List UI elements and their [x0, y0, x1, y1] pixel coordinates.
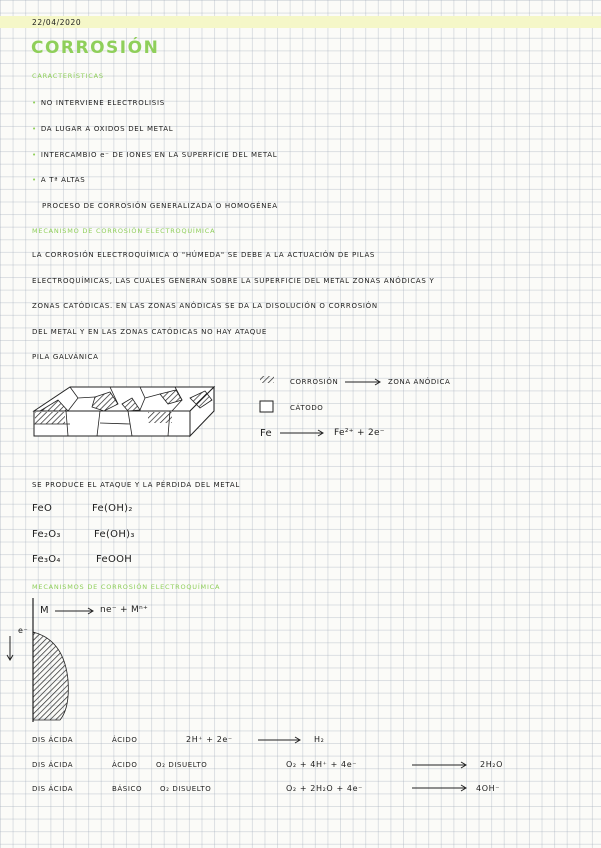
date: 22/04/2020: [32, 18, 82, 27]
dissolution-type: BÁSICO: [112, 785, 143, 793]
dissolution-label: DIS ÁCIDA: [32, 785, 74, 793]
paragraph-line: LA CORROSIÓN ELECTROQUÍMICA O "HÚMEDA" SE DEBE A LA ACTUACIÓN DE PILAS: [32, 251, 376, 259]
reaction-m: M: [40, 605, 49, 616]
reaction-m-products: ne⁻ + Mⁿ⁺: [100, 605, 149, 615]
dissolution-reactants: O₂ + 4H⁺ + 4e⁻: [286, 760, 358, 769]
dissolution-products: H₂: [314, 735, 325, 744]
hatch-swatch-icon: [260, 376, 274, 383]
page-title: CORROSIÓN: [31, 38, 160, 58]
oxide: Fe(OH)₂: [92, 503, 133, 514]
mechanism2-heading: MECANISMOS DE CORROSIÓN ELECTROQUÍMICA: [32, 583, 221, 591]
oxide: FeO: [32, 503, 53, 514]
legend-anodic-zone: ZONA ANÓDICA: [388, 378, 451, 386]
dissolution-products: 2H₂O: [480, 760, 504, 769]
oxide: Fe₂O₃: [32, 529, 61, 540]
dissolution-reactants: 2H⁺ + 2e⁻: [186, 735, 233, 744]
dissolution-label: DIS ÁCIDA: [32, 736, 74, 744]
dissolution-extra: O₂ DISUELTO: [156, 761, 208, 769]
pila-label: PILA GALVÁNICA: [32, 353, 99, 361]
reaction-fe-ion: Fe²⁺ + 2e⁻: [334, 428, 385, 438]
reaction-fe: Fe: [260, 428, 272, 439]
dissolution-products: 4OH⁻: [476, 784, 501, 793]
characteristics-heading: CARACTERÍSTICAS: [32, 72, 104, 80]
list-item: • INTERCAMBIO e⁻ DE IONES EN LA SUPERFICIE DEL METAL: [32, 151, 278, 159]
attack-line: SE PRODUCE EL ATAQUE Y LA PÉRDIDA DEL METAL: [32, 481, 240, 489]
list-item: • NO INTERVIENE ELECTROLISIS: [32, 99, 165, 107]
list-item: • A Tª ALTAS: [32, 176, 86, 184]
legend-corrosion: CORROSIÓN: [290, 378, 339, 386]
paragraph-line: ELECTROQUÍMICAS, LAS CUALES GENERAN SOBRE LA SUPERFICIE DEL METAL ZONAS ANÓDICAS Y: [32, 277, 435, 285]
mechanism-heading: MECANISMO DE CORROSIÓN ELECTROQUÍMICA: [32, 227, 216, 235]
dissolution-extra: O₂ DISUELTO: [160, 785, 212, 793]
dissolution-type: ÁCIDO: [112, 761, 138, 769]
paragraph-line: DEL METAL Y EN LAS ZONAS CATÓDICAS NO HAY ATAQUE: [32, 328, 267, 336]
legend-cathode: CÁTODO: [290, 404, 324, 412]
cathode-square-icon: [260, 401, 273, 412]
process-line: PROCESO DE CORROSIÓN GENERALIZADA O HOMOGÉNEA: [42, 202, 278, 210]
oxide: Fe₃O₄: [32, 554, 61, 565]
electron-label: e⁻: [18, 626, 29, 635]
dissolution-type: ÁCIDO: [112, 736, 138, 744]
paragraph-line: ZONAS CATÓDICAS. EN LAS ZONAS ANÓDICAS SE DA LA DISOLUCIÓN O CORROSIÓN: [32, 302, 378, 310]
dissolution-reactants: O₂ + 2H₂O + 4e⁻: [286, 784, 363, 793]
oxide: FeOOH: [96, 554, 133, 565]
dissolution-label: DIS ÁCIDA: [32, 761, 74, 769]
oxide: Fe(OH)₃: [94, 529, 135, 540]
list-item: • DA LUGAR A OXIDOS DEL METAL: [32, 125, 174, 133]
